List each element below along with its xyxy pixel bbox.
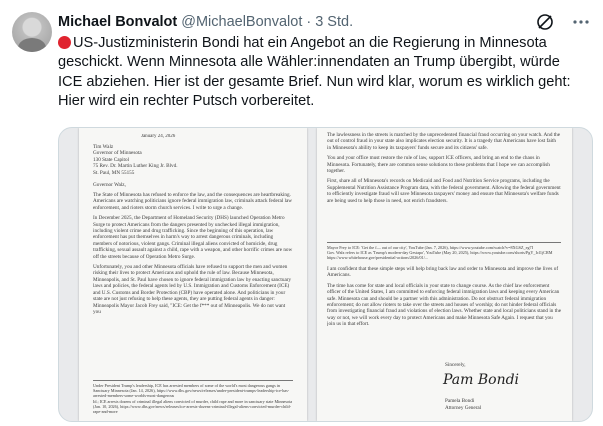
red-circle-icon bbox=[58, 36, 71, 49]
letter-date: January 24, 2026 bbox=[141, 134, 176, 139]
tweet-text bbox=[58, 34, 588, 112]
letter-salutation: Governor Walz, bbox=[93, 182, 126, 188]
letter-signoff: Sincerely, bbox=[445, 362, 466, 368]
letter-footnotes-1: Under President Trump's leadership, ICE has arrested members of some of the world's most dangerous gangs in Sanctuary Minnesota (Jan. 14, 2026), https://www.dhs.gov/news/releases/under-president-trumps-leadership-ice-has-arrested-members-some-worlds-most-dangerous Id.; ICE arrests dozens of criminal illegal aliens convicted of murder, child rape and more in sanctuary state Minnesota (Jan. 10, 2026), https://www.dhs.gov/news/releases/ice-arrests-dozens-criminal-illegal-aliens-convicted-murder-child-rape-and-more bbox=[93, 380, 293, 421]
grok-icon[interactable] bbox=[535, 12, 555, 32]
letter-closing: I am confident that these simple steps will help bring back law and order to Minnesota and improve the lives of Americans. The time has come for state and local officials in your state to change course. As the chief law enforcement officer of the United States, I am committed to enforcing federal immigration laws and keeping every American safe. Minnesota can and should be a partner with this administration. Do not obstruct federal immigration enforcement; do not allow rioters to take over the streets and houses of worship; do not hinder federal officials from investigating financial fraud and violations of election laws. Whether state and local politicians stand in the way or not, we will work every day to protect Americans and make Minnesota Safe Again. I request that you join us in that effort. bbox=[327, 266, 561, 328]
timestamp[interactable]: 3 Std. bbox=[315, 14, 354, 30]
signature: Pam Bondi bbox=[443, 372, 520, 388]
tweet-header bbox=[58, 12, 591, 32]
letter-footnotes-2: Mayor Frey to ICE: 'Get the f— out of our city', YouTube (Jan. 7, 2026), https://www.youtube.com/watch?v=8XGSZ_eg7I Gov. Walz refers to ICE as 'Trump's modern-day Gestapo', YouTube (May 20, 2025), https://www.youtube.com/shorts/PgY_Icl1jCRM https://www.whitehouse.gov/presidential-actions/2026/01/... bbox=[327, 242, 561, 265]
signer-name: Pamela Bondi bbox=[445, 398, 475, 404]
letter-address: Tim Walz Governor of Minnesota 130 State Capitol 75 Rev. Dr. Martin Luther King Jr. Blvd. St. Paul, MN 55155 bbox=[93, 144, 178, 176]
avatar[interactable] bbox=[12, 12, 52, 52]
more-icon[interactable] bbox=[571, 12, 591, 32]
tweet-body: US-Justizministerin Bondi hat ein Angebot an die Regierung in Minnesota geschickt. Wenn Minnesota alle Wähler:innendaten an Trump übergibt, würde ICE abziehen. Hier ist der gesamte Brief. Nun wird klar, worum es wirklich geht: Hier wird ein rechter Putsch vorbereitet. bbox=[58, 35, 571, 110]
signer-title: Attorney General bbox=[445, 405, 482, 411]
author-name[interactable]: Michael Bonvalot bbox=[58, 14, 178, 30]
author-handle[interactable]: @MichaelBonvalot bbox=[181, 14, 303, 30]
letter-page-2 bbox=[317, 128, 572, 421]
letter-image[interactable] bbox=[58, 127, 593, 422]
letter-body-1: The State of Minnesota has refused to enforce the law, and the consequences are heartbreaking. Americans are watching politicians ignore federal immigration law, criminals attack federal law enforcement, and rioters storm church services. I write to urge a change. In December 2025, the Department of Homeland Security (DHS) launched Operation Metro Surge to protect Americans from the dangers presented by unchecked illegal immigration, including violent crime and drug trafficking. Since the beginning of this operation, law enforcement has put themselves in harm's way to arrest dangerous criminals, including members of notorious, violent gangs. Criminal illegal aliens convicted of homicide, drug trafficking, sexual assault against a child, rape with a weapon, and other horrific crimes are now off the streets because of Operation Metro Surge. Unfortunately, you and other Minnesota officials have refused to support the men and women risking their lives to protect Americans and uphold the rule of law. Because Minnesota, Minneapolis, and St. Paul have chosen to ignore federal immigration law by enacting sanctuary laws and policies, the federal agents led by U.S. Immigration and Customs Enforcement (ICE) and U.S. Customs and Border Protection (CBP) have operated alone. And politicians in your state are not just refusing to help these agents, they are putting federal agents in danger: Minneapolis Mayor Jacob Frey said, "ICE: Get the f*** out of Minneapolis. We do not want you bbox=[93, 192, 293, 315]
separator-dot: · bbox=[306, 14, 312, 30]
letter-body-2: The lawlessness in the streets is matched by the unprecedented financial fraud occurring on your watch. And the out of control fraud in your state also implicates election security. It is a tragedy that Americans have lost faith in Minnesota's ability to keep its taxpayers' funds secure and its citizens' safe. You and your office must restore the rule of law, support ICE officers, and bring an end to the chaos in Minnesota. Fortunately, there are common sense solutions to these problems that I hope we can accomplish together. First, share all of Minnesota's records on Medicaid and Food and Nutrition Service programs, including the Supplemental Nutrition Assistance Program data, with the federal government. Allowing the federal government to efficiently investigate fraud will save Minnesota taxpayers' money and ensure that Minnesota's welfare funds are being used to help those in need, not enrich fraudsters. bbox=[327, 132, 561, 204]
avatar-figure bbox=[18, 38, 46, 52]
letter-page-1 bbox=[79, 128, 307, 421]
